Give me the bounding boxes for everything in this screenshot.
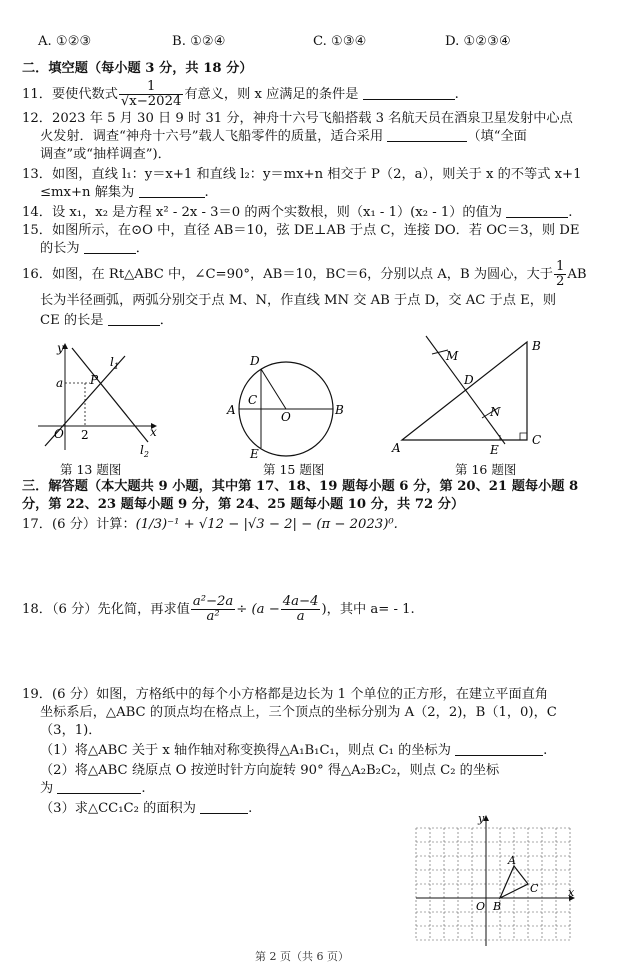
fig16-a-label: A <box>392 441 401 455</box>
fig19-x-label: x <box>568 886 575 899</box>
question-19-line3: （3，1)． <box>40 723 102 738</box>
figure-15 <box>220 348 350 460</box>
choice-d: D. ①②③④ <box>445 34 511 49</box>
fig16-e-label: E <box>490 443 499 457</box>
fig15-d-label: D <box>250 354 260 368</box>
q19-part2-blank[interactable] <box>57 780 141 794</box>
q18-fraction-1: $\frac{\text{a²−2a}}{\text{a²}}$ <box>192 594 234 624</box>
question-19-part1: （1）将△ABC 关于 x 轴作轴对称变换得△A₁B₁C₁，则点 C₁ 的坐标为 . <box>40 743 548 758</box>
fig19-o-label: O <box>476 900 486 913</box>
choice-c: C. ①③④ <box>313 34 367 49</box>
q18-fraction-2: $\frac{4a-4}{a}$ <box>282 594 319 624</box>
q15-answer-blank[interactable] <box>84 240 136 254</box>
choice-a: A. ①②③ <box>38 34 92 49</box>
question-12-line2: 火发射．调查“神舟十六号”载人飞船零件的质量，适合采用 （填“全面 <box>40 129 527 144</box>
q12-answer-blank[interactable] <box>387 128 467 142</box>
fig19-c-label: C <box>530 882 539 895</box>
section3-title-line2: 分，第 22、23 题每小题 9 分，第 24、25 题每小题 10 分，共 72 分） <box>22 497 465 512</box>
question-15-line2: 的长为 ． <box>40 241 149 256</box>
question-14: 14．设 x₁，x₂ 是方程 x² - 2x - 3＝0 的两个实数根，则（x₁ - 1）(x₂ - 1）的值为 . <box>22 205 573 220</box>
fig13-a-label: a <box>56 376 64 390</box>
fig19-b-label: B <box>493 900 502 913</box>
fig13-y-label: y <box>57 341 64 355</box>
fig13-x-label: x <box>150 425 157 439</box>
fig16-c-label: C <box>532 433 542 447</box>
fig19-a-label: A <box>508 854 516 867</box>
question-17: 17．(6 分）计算：(1/3)⁻¹ + √12 − |√3 − 2| − (π − 2023)⁰. <box>22 517 398 532</box>
question-15-line1: 15．如图所示，在⊙O 中，直径 AB＝10，弦 DE⊥AB 于点 C，连接 DO．若 OC＝3，则 DE <box>22 223 580 238</box>
fig15-c-label: C <box>248 393 258 407</box>
question-19-line2: 坐标系后，△ABC 的顶点均在格点上，三个顶点的坐标分别为 A（2，2)，B（1，0)，C <box>40 705 557 720</box>
question-12-line3: 调查”或“抽样调查”)． <box>40 147 171 162</box>
fig13-o-label: O <box>54 427 64 441</box>
fig13-p-label: P <box>90 373 99 387</box>
fig15-a-label: A <box>227 403 236 417</box>
question-12-line1: 12．2023 年 5 月 30 日 9 时 31 分，神舟十六号飞船搭载 3 名航天员在酒泉卫星发射中心点 <box>22 111 573 126</box>
question-19-part2b: 为 . <box>40 781 146 796</box>
fig15-b-label: B <box>335 403 344 417</box>
choice-b: B. ①②④ <box>172 34 226 49</box>
fig15-e-label: E <box>250 447 259 460</box>
q16-answer-blank[interactable] <box>108 312 160 326</box>
question-19-part2: （2）将△ABC 绕原点 O 按逆时针方向旋转 90° 得△A₂B₂C₂，则点 C₂ 的坐标 <box>40 763 500 778</box>
q19-part3-blank[interactable] <box>200 800 248 814</box>
fig19-y-label: y <box>478 812 485 825</box>
q14-answer-blank[interactable] <box>506 204 568 218</box>
question-19-line1: 19．(6 分）如图，方格纸中的每个小方格都是边长为 1 个单位的正方形，在建立平面直角 <box>22 687 549 702</box>
section2-title: 二．填空题（每小题 3 分，共 18 分） <box>22 61 253 76</box>
q11-answer-blank[interactable] <box>363 86 455 100</box>
fig13-l1-label: $l_1$ <box>110 355 119 371</box>
question-19-part3: （3）求△CC₁C₂ 的面积为 . <box>40 801 253 816</box>
question-11: 11．要使代数式 $\frac{1}{√x-2024}$ 有意义，则 x 应满足的条件是 . <box>22 79 459 109</box>
fig16-caption: 第 16 题图 <box>455 462 517 477</box>
fig15-o-label: O <box>281 410 291 424</box>
question-16-line1: 16．如图，在 Rt△ABC 中，∠C=90°，AB＝10，BC＝6，分别以点 A，B 为圆心，大于 $\frac{1}{2}$ AB <box>22 259 587 289</box>
question-13-line2: ≤mx+n 解集为 . <box>40 185 209 200</box>
figure-19 <box>412 812 577 952</box>
fig13-2-label: 2 <box>81 428 89 442</box>
page-footer: 第 2 页（共 6 页） <box>255 950 349 963</box>
q19-part1-blank[interactable] <box>455 742 543 756</box>
figure-13 <box>30 338 170 460</box>
question-13-line1: 13．如图，直线 l₁：y＝x+1 和直线 l₂：y＝mx+n 相交于 P（2，a），则关于 x 的不等式 x+1 <box>22 167 582 182</box>
fig16-b-label: B <box>532 339 541 353</box>
fig13-l2-label: $l_2$ <box>140 443 149 459</box>
fig16-n-label: N <box>490 405 501 419</box>
fig16-m-label: M <box>446 349 459 363</box>
fig13-caption: 第 13 题图 <box>60 462 122 477</box>
figure-16 <box>390 328 550 460</box>
section3-title-line1: 三．解答题（本大题共 9 小题，其中第 17、18、19 题每小题 6 分，第 20、21 题每小题 8 <box>22 479 579 494</box>
fig16-d-label: D <box>464 373 474 387</box>
q16-fraction: $\frac{1}{2}$ <box>555 259 565 289</box>
question-16-line3: CE 的长是 ． <box>40 313 173 328</box>
question-16-line2: 长为半径画弧，两弧分别交于点 M、N，作直线 MN 交 AB 于点 D，交 AC 于点 E，则 <box>40 293 557 308</box>
q11-fraction: $\frac{1}{√x-2024}$ <box>120 79 182 109</box>
q13-answer-blank[interactable] <box>139 184 205 198</box>
fig15-caption: 第 15 题图 <box>263 462 325 477</box>
question-18: 18．（6 分）先化简，再求值 $\frac{\text{a²−2a}}{\text{a²}}$ ÷ (a − $\frac{4a-4}{a}$ )，其中 a= - 1. <box>22 594 415 624</box>
